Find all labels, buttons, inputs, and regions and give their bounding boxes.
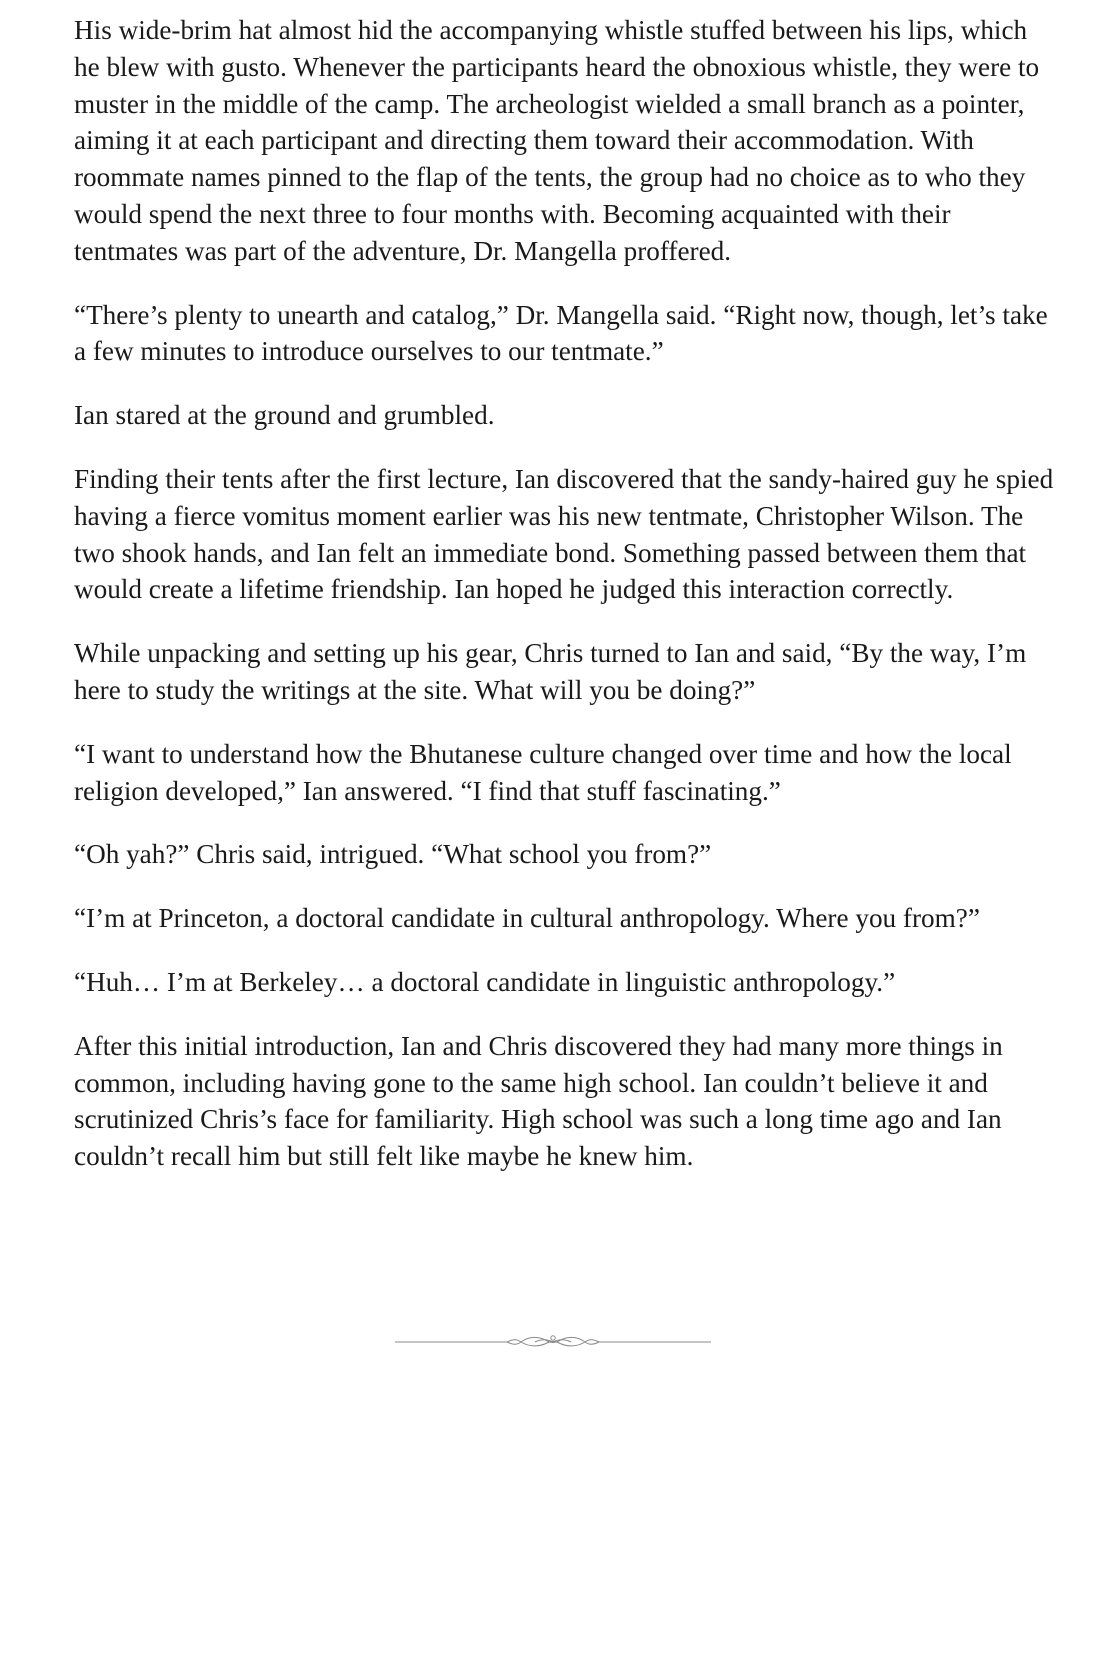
paragraph-4: Finding their tents after the first lecture, Ian discovered that the sandy-haired guy he spied having a fierce vomitus moment earlier was his new tentmate, Christopher Wilson. The two shook hands, and Ian felt an immediate bond. Something passed between them that would create a lifetime friendship. Ian hoped he judged this interaction correctly. [74,463,1054,605]
paragraph-8: “I’m at Princeton, a doctoral candidate in cultural anthropology. Where you from?” [74,903,980,934]
page-body [74,12,1054,1202]
paragraph-2: “There’s plenty to unearth and catalog,” Dr. Mangella said. “Right now, though, let’s take a few minutes to introduce ourselves to our tentmate.” [74,299,1048,367]
paragraph-5: While unpacking and setting up his gear, Chris turned to Ian and said, “By the way, I’m here to study the writings at the site. What will you be doing?” [74,638,1027,705]
paragraph-10: After this initial introduction, Ian and Chris discovered they had many more things in common, including having gone to the same high school. Ian couldn’t believe it and scrutinized Chris’s face for familiarity. High school was such a long time ago and Ian couldn’t recall him but still felt like maybe he knew him. [74,1030,1003,1172]
paragraph-1: His wide-brim hat almost hid the accompanying whistle stuffed between his lips, which he blew with gusto. Whenever the participants heard the obnoxious whistle, they were to muster in the middle of the camp. The archeologist wielded a small branch as a pointer, aiming it at each participant and directing them toward their accommodation. With roommate names pinned to the flap of the tents, the group had no choice as to who they would spend the next three to four months with. Becoming acquainted with their tentmates was part of the adventure, Dr. Mangella proffered. [74,15,1040,266]
paragraph-7: “Oh yah?” Chris said, intrigued. “What school you from?” [74,839,712,870]
paragraph-6: “I want to understand how the Bhutanese culture changed over time and how the local religion developed,” Ian answered. “I find that stuff fascinating.” [74,738,1012,806]
paragraph-3: Ian stared at the ground and grumbled. [74,400,495,431]
scroll-flourish-divider-icon [395,1330,711,1354]
paragraph-9: “Huh… I’m at Berkeley… a doctoral candidate in linguistic anthropology.” [74,966,896,997]
